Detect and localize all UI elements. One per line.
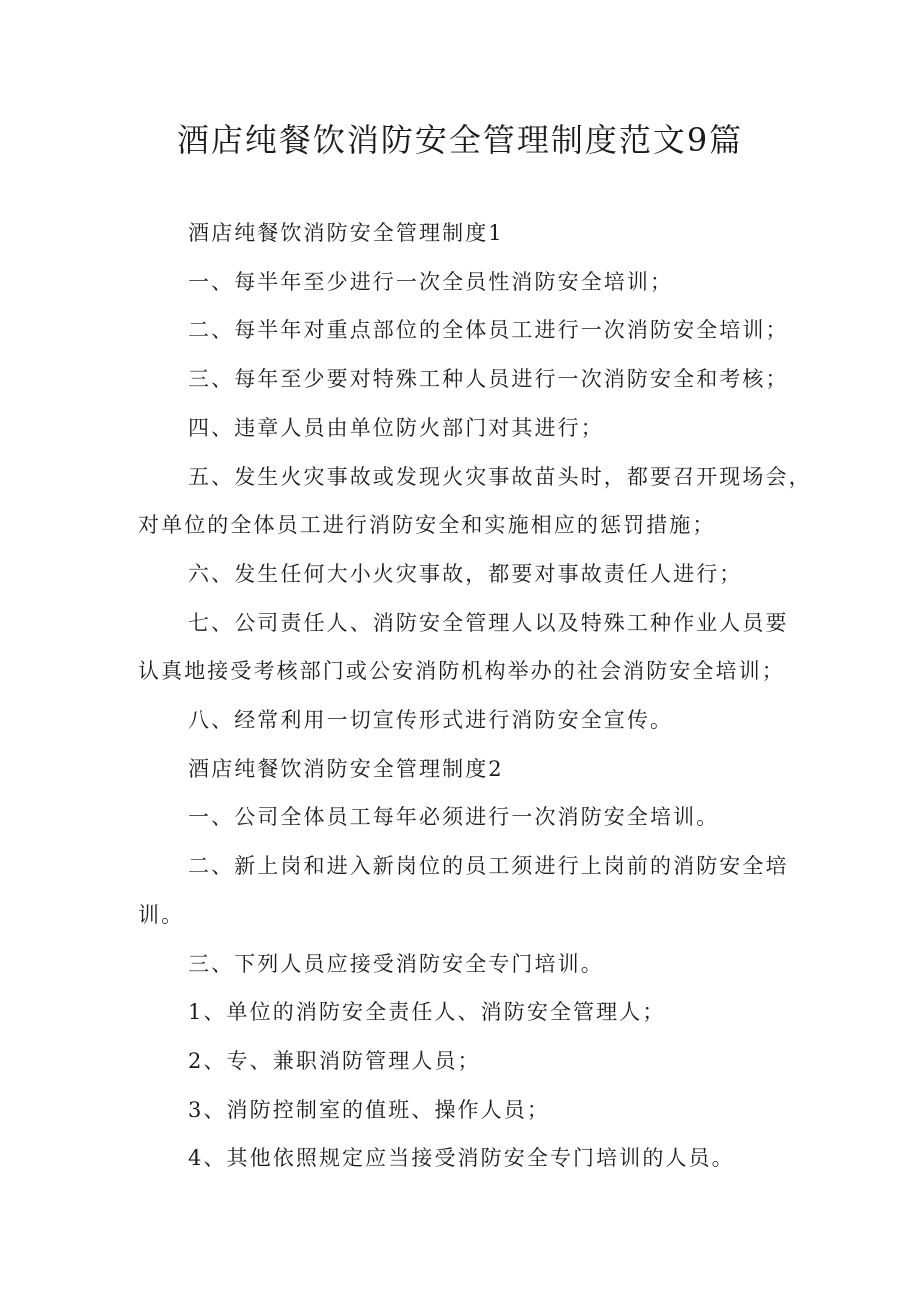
paragraph-line: 二、新上岗和进入新岗位的员工须进行上岗前的消防安全培 (188, 854, 789, 879)
paragraph-line: 二、每半年对重点部位的全体员工进行一次消防安全培训； (188, 318, 789, 343)
paragraph-line: 四、违章人员由单位防火部门对其进行； (188, 415, 604, 440)
paragraph-line-continued: 训。 (138, 902, 185, 927)
list-item: 2、专、兼职消防管理人员； (188, 1048, 481, 1073)
paragraph-line: 六、发生任何大小火灾事故，都要对事故责任人进行； (188, 561, 743, 586)
paragraph-line: 七、公司责任人、消防安全管理人以及特殊工种作业人员要 (188, 610, 789, 635)
paragraph-line-continued: 对单位的全体员工进行消防安全和实施相应的惩罚措施； (138, 513, 716, 538)
list-item: 3、消防控制室的值班、操作人员； (188, 1097, 550, 1122)
paragraph-line: 三、下列人员应接受消防安全专门培训。 (188, 951, 604, 976)
paragraph-line: 一、公司全体员工每年必须进行一次消防安全培训。 (188, 805, 720, 830)
document-body (138, 209, 812, 1183)
paragraph-line: 五、发生火灾事故或发现火灾事故苗头时，都要召开现场会， (188, 464, 812, 489)
list-item: 1、单位的消防安全责任人、消防安全管理人； (188, 1000, 666, 1025)
paragraph-line: 一、每半年至少进行一次全员性消防安全培训； (188, 269, 674, 294)
paragraph-line-continued: 认真地接受考核部门或公安消防机构举办的社会消防安全培训； (138, 659, 785, 684)
section-heading: 酒店纯餐饮消防安全管理制度2 (188, 756, 504, 781)
document-title: 酒店纯餐饮消防安全管理制度范文9篇 (176, 121, 744, 159)
list-item: 4、其他依照规定应当接受消防安全专门培训的人员。 (188, 1146, 735, 1171)
paragraph-line: 八、经常利用一切宣传形式进行消防安全宣传。 (188, 708, 674, 733)
paragraph-line: 三、每年至少要对特殊工种人员进行一次消防安全和考核； (188, 367, 789, 392)
section-heading: 酒店纯餐饮消防安全管理制度1 (188, 221, 504, 245)
